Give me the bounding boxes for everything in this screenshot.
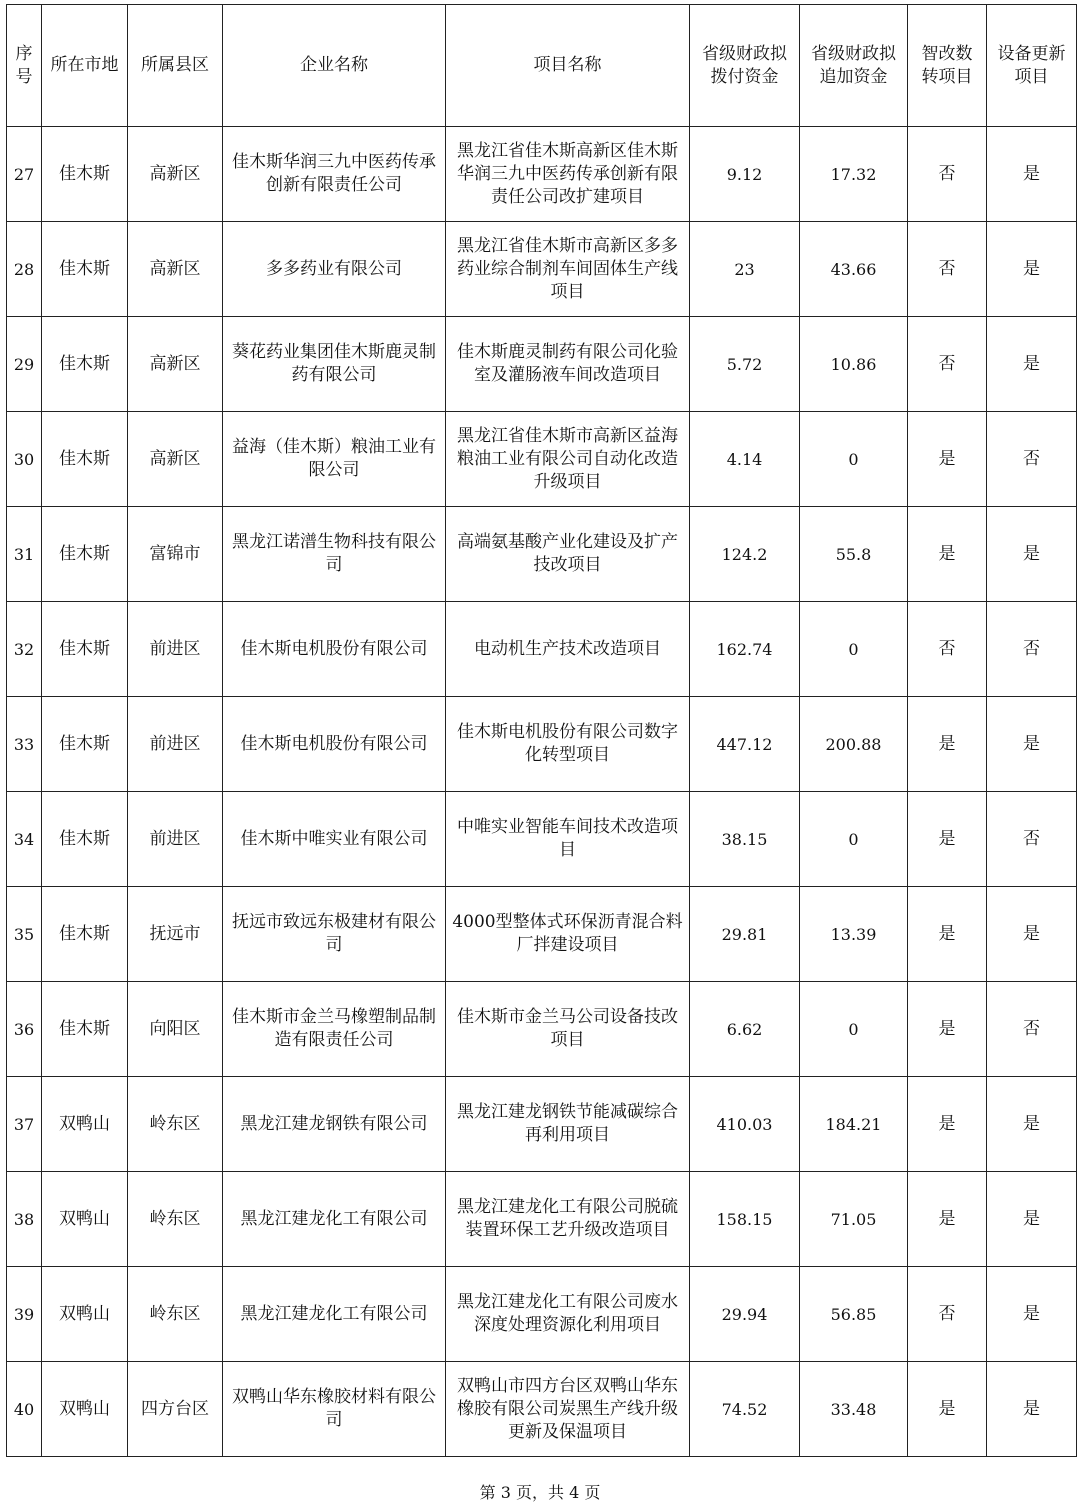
header-company: 企业名称 <box>223 5 446 127</box>
cell-seq: 32 <box>7 602 42 697</box>
cell-company: 佳木斯电机股份有限公司 <box>223 602 446 697</box>
cell-allocated-funds: 29.81 <box>690 887 800 982</box>
cell-additional-funds: 43.66 <box>800 222 908 317</box>
cell-city: 佳木斯 <box>42 412 128 507</box>
project-funding-table <box>6 4 1077 1457</box>
cell-digital-transformation: 是 <box>908 697 987 792</box>
header-equipment-update: 设备更新项目 <box>987 5 1077 127</box>
cell-seq: 34 <box>7 792 42 887</box>
table-row <box>7 507 1077 602</box>
cell-allocated-funds: 124.2 <box>690 507 800 602</box>
cell-seq: 33 <box>7 697 42 792</box>
header-digital-transformation: 智改数转项目 <box>908 5 987 127</box>
cell-county: 向阳区 <box>128 982 223 1077</box>
cell-county: 四方台区 <box>128 1362 223 1457</box>
cell-county: 岭东区 <box>128 1077 223 1172</box>
cell-additional-funds: 10.86 <box>800 317 908 412</box>
cell-project: 黑龙江省佳木斯高新区佳木斯华润三九中医药传承创新有限责任公司改扩建项目 <box>446 127 690 222</box>
cell-county: 岭东区 <box>128 1267 223 1362</box>
cell-county: 高新区 <box>128 317 223 412</box>
table-row <box>7 127 1077 222</box>
cell-city: 佳木斯 <box>42 507 128 602</box>
cell-company: 葵花药业集团佳木斯鹿灵制药有限公司 <box>223 317 446 412</box>
cell-county: 抚远市 <box>128 887 223 982</box>
cell-seq: 36 <box>7 982 42 1077</box>
cell-equipment-update: 是 <box>987 1172 1077 1267</box>
cell-allocated-funds: 9.12 <box>690 127 800 222</box>
cell-additional-funds: 0 <box>800 792 908 887</box>
cell-equipment-update: 是 <box>987 127 1077 222</box>
cell-digital-transformation: 是 <box>908 887 987 982</box>
cell-equipment-update: 是 <box>987 1077 1077 1172</box>
cell-company: 佳木斯中唯实业有限公司 <box>223 792 446 887</box>
cell-company: 黑龙江诺潽生物科技有限公司 <box>223 507 446 602</box>
cell-company: 抚远市致远东极建材有限公司 <box>223 887 446 982</box>
cell-digital-transformation: 是 <box>908 1172 987 1267</box>
cell-city: 双鸭山 <box>42 1172 128 1267</box>
cell-equipment-update: 否 <box>987 792 1077 887</box>
cell-allocated-funds: 38.15 <box>690 792 800 887</box>
cell-allocated-funds: 23 <box>690 222 800 317</box>
cell-project: 佳木斯电机股份有限公司数字化转型项目 <box>446 697 690 792</box>
cell-allocated-funds: 5.72 <box>690 317 800 412</box>
table-row <box>7 1172 1077 1267</box>
table-row <box>7 1362 1077 1457</box>
cell-seq: 38 <box>7 1172 42 1267</box>
cell-company: 益海（佳木斯）粮油工业有限公司 <box>223 412 446 507</box>
cell-allocated-funds: 162.74 <box>690 602 800 697</box>
cell-county: 高新区 <box>128 412 223 507</box>
cell-additional-funds: 71.05 <box>800 1172 908 1267</box>
cell-allocated-funds: 158.15 <box>690 1172 800 1267</box>
cell-equipment-update: 是 <box>987 887 1077 982</box>
cell-county: 前进区 <box>128 602 223 697</box>
cell-company: 佳木斯华润三九中医药传承创新有限责任公司 <box>223 127 446 222</box>
cell-additional-funds: 200.88 <box>800 697 908 792</box>
cell-digital-transformation: 否 <box>908 602 987 697</box>
cell-additional-funds: 17.32 <box>800 127 908 222</box>
cell-city: 佳木斯 <box>42 792 128 887</box>
cell-company: 多多药业有限公司 <box>223 222 446 317</box>
cell-seq: 37 <box>7 1077 42 1172</box>
cell-allocated-funds: 447.12 <box>690 697 800 792</box>
cell-digital-transformation: 是 <box>908 982 987 1077</box>
page-number: 第 3 页，共 4 页 <box>479 1483 601 1502</box>
cell-digital-transformation: 否 <box>908 127 987 222</box>
table-header-row <box>7 5 1077 127</box>
cell-seq: 28 <box>7 222 42 317</box>
cell-project: 电动机生产技术改造项目 <box>446 602 690 697</box>
header-city: 所在市地 <box>42 5 128 127</box>
cell-city: 佳木斯 <box>42 697 128 792</box>
cell-additional-funds: 55.8 <box>800 507 908 602</box>
table-row <box>7 602 1077 697</box>
cell-seq: 30 <box>7 412 42 507</box>
cell-equipment-update: 否 <box>987 412 1077 507</box>
table-row <box>7 982 1077 1077</box>
cell-company: 佳木斯电机股份有限公司 <box>223 697 446 792</box>
cell-digital-transformation: 否 <box>908 222 987 317</box>
cell-company: 黑龙江建龙化工有限公司 <box>223 1172 446 1267</box>
cell-seq: 29 <box>7 317 42 412</box>
cell-digital-transformation: 是 <box>908 792 987 887</box>
table-row <box>7 1267 1077 1362</box>
cell-allocated-funds: 74.52 <box>690 1362 800 1457</box>
cell-seq: 27 <box>7 127 42 222</box>
cell-county: 高新区 <box>128 222 223 317</box>
cell-equipment-update: 否 <box>987 982 1077 1077</box>
cell-company: 佳木斯市金兰马橡塑制品制造有限责任公司 <box>223 982 446 1077</box>
cell-additional-funds: 0 <box>800 412 908 507</box>
table-row <box>7 887 1077 982</box>
cell-seq: 31 <box>7 507 42 602</box>
cell-equipment-update: 否 <box>987 602 1077 697</box>
header-project: 项目名称 <box>446 5 690 127</box>
cell-allocated-funds: 29.94 <box>690 1267 800 1362</box>
cell-additional-funds: 184.21 <box>800 1077 908 1172</box>
cell-digital-transformation: 是 <box>908 412 987 507</box>
cell-seq: 40 <box>7 1362 42 1457</box>
cell-additional-funds: 13.39 <box>800 887 908 982</box>
cell-city: 佳木斯 <box>42 982 128 1077</box>
header-allocated-funds: 省级财政拟拨付资金 <box>690 5 800 127</box>
cell-project: 黑龙江建龙化工有限公司脱硫装置环保工艺升级改造项目 <box>446 1172 690 1267</box>
cell-city: 佳木斯 <box>42 317 128 412</box>
cell-equipment-update: 是 <box>987 1362 1077 1457</box>
cell-city: 双鸭山 <box>42 1362 128 1457</box>
cell-equipment-update: 是 <box>987 222 1077 317</box>
cell-company: 黑龙江建龙钢铁有限公司 <box>223 1077 446 1172</box>
cell-project: 黑龙江省佳木斯市高新区益海粮油工业有限公司自动化改造升级项目 <box>446 412 690 507</box>
table-row <box>7 222 1077 317</box>
table-row <box>7 697 1077 792</box>
cell-company: 双鸭山华东橡胶材料有限公司 <box>223 1362 446 1457</box>
cell-project: 黑龙江建龙钢铁节能减碳综合再利用项目 <box>446 1077 690 1172</box>
cell-county: 高新区 <box>128 127 223 222</box>
cell-county: 前进区 <box>128 697 223 792</box>
cell-equipment-update: 是 <box>987 697 1077 792</box>
cell-allocated-funds: 410.03 <box>690 1077 800 1172</box>
cell-seq: 35 <box>7 887 42 982</box>
cell-additional-funds: 33.48 <box>800 1362 908 1457</box>
cell-digital-transformation: 是 <box>908 507 987 602</box>
cell-county: 岭东区 <box>128 1172 223 1267</box>
cell-equipment-update: 是 <box>987 507 1077 602</box>
table-row <box>7 317 1077 412</box>
cell-project: 佳木斯市金兰马公司设备技改项目 <box>446 982 690 1077</box>
cell-city: 佳木斯 <box>42 222 128 317</box>
cell-city: 双鸭山 <box>42 1077 128 1172</box>
cell-project: 双鸭山市四方台区双鸭山华东橡胶有限公司炭黑生产线升级更新及保温项目 <box>446 1362 690 1457</box>
cell-additional-funds: 0 <box>800 602 908 697</box>
cell-project: 4000型整体式环保沥青混合料厂拌建设项目 <box>446 887 690 982</box>
cell-city: 佳木斯 <box>42 887 128 982</box>
cell-city: 双鸭山 <box>42 1267 128 1362</box>
cell-project: 高端氨基酸产业化建设及扩产技改项目 <box>446 507 690 602</box>
cell-project: 佳木斯鹿灵制药有限公司化验室及灌肠液车间改造项目 <box>446 317 690 412</box>
cell-allocated-funds: 6.62 <box>690 982 800 1077</box>
cell-project: 中唯实业智能车间技术改造项目 <box>446 792 690 887</box>
cell-digital-transformation: 否 <box>908 317 987 412</box>
cell-county: 前进区 <box>128 792 223 887</box>
cell-additional-funds: 0 <box>800 982 908 1077</box>
cell-seq: 39 <box>7 1267 42 1362</box>
header-seq: 序号 <box>7 5 42 127</box>
cell-county: 富锦市 <box>128 507 223 602</box>
cell-project: 黑龙江建龙化工有限公司废水深度处理资源化利用项目 <box>446 1267 690 1362</box>
cell-city: 佳木斯 <box>42 127 128 222</box>
table-row <box>7 412 1077 507</box>
cell-allocated-funds: 4.14 <box>690 412 800 507</box>
table-row <box>7 1077 1077 1172</box>
cell-project: 黑龙江省佳木斯市高新区多多药业综合制剂车间固体生产线项目 <box>446 222 690 317</box>
cell-equipment-update: 是 <box>987 1267 1077 1362</box>
cell-city: 佳木斯 <box>42 602 128 697</box>
cell-additional-funds: 56.85 <box>800 1267 908 1362</box>
cell-company: 黑龙江建龙化工有限公司 <box>223 1267 446 1362</box>
cell-digital-transformation: 是 <box>908 1077 987 1172</box>
cell-equipment-update: 是 <box>987 317 1077 412</box>
cell-digital-transformation: 是 <box>908 1362 987 1457</box>
table-row <box>7 792 1077 887</box>
header-additional-funds: 省级财政拟追加资金 <box>800 5 908 127</box>
cell-digital-transformation: 否 <box>908 1267 987 1362</box>
header-county: 所属县区 <box>128 5 223 127</box>
